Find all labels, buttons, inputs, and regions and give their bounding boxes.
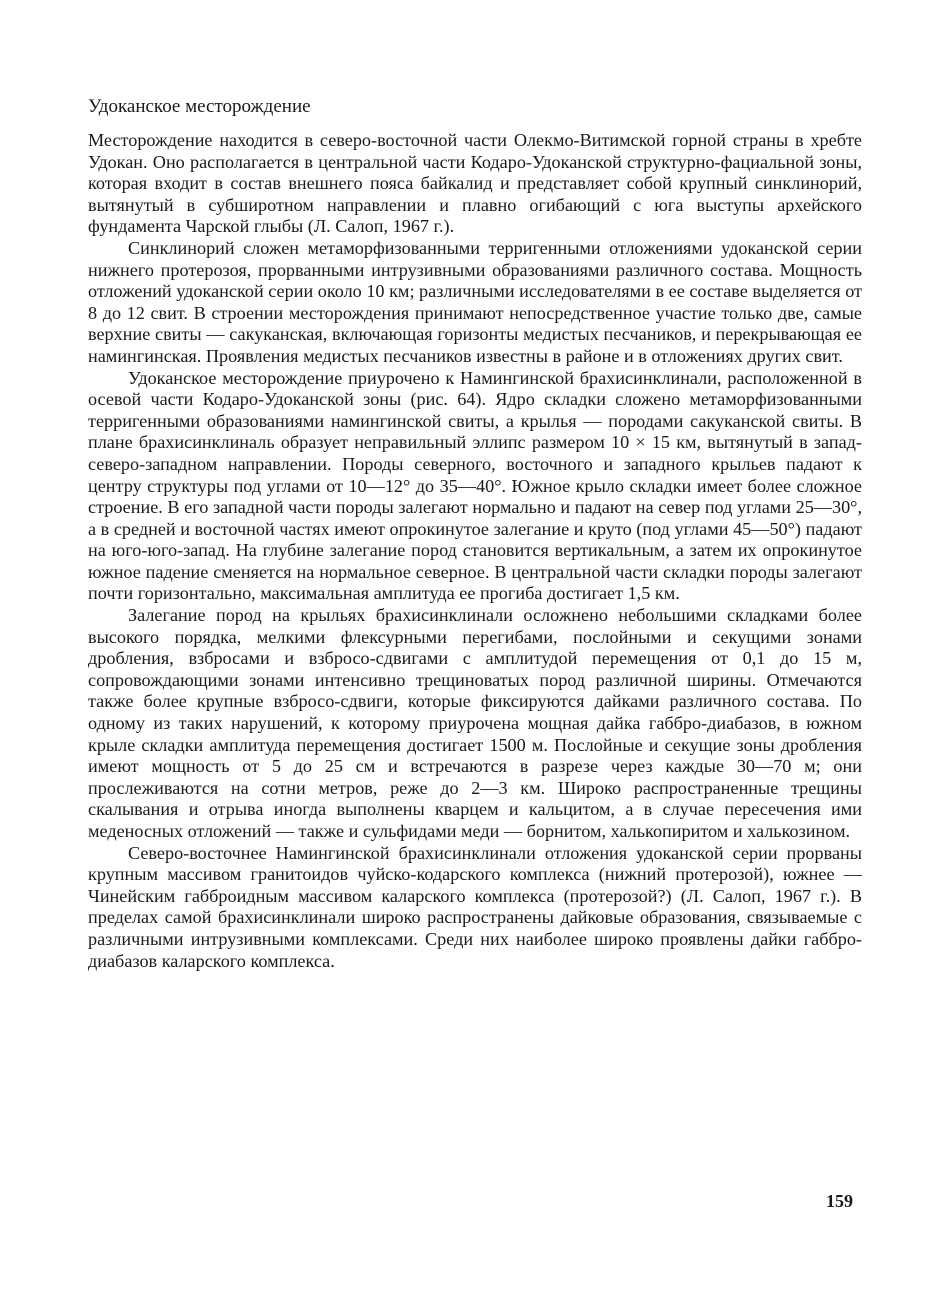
paragraph: Синклинорий сложен метаморфизованными терригенными отложениями удоканской серии нижнего протерозоя, прорванными интрузивными образованиями различного состава. Мощность отложений удоканской серии около 10 км; различными исследователями в ее составе выделяется от 8 до 12 свит. В строении месторождения принимают непосредственное участие только две, самые верхние свиты — сакуканская, включающая горизонты медистых песчаников, и перекрывающая ее намингинская. Проявления медистых песчаников известны в районе и в отложениях других свит. — [88, 237, 862, 366]
page-number: 159 — [826, 1191, 853, 1211]
section-title: Удоканское месторождение — [88, 96, 311, 117]
paragraph: Северо-восточнее Намингинской брахисинклинали отложения удоканской серии прорваны крупным массивом гранитоидов чуйско-кодарского комплекса (нижний протерозой), южнее — Чинейским габброидным массивом каларского комплекса (протерозой?) (Л. Салоп, 1967 г.). В пределах самой брахисинклинали широко распространены дайковые образования, связываемые с различными интрузивными комплексами. Среди них наиболее широко проявлены дайки габбро-диабазов каларского комплекса. — [88, 842, 862, 971]
body-text — [88, 130, 862, 972]
paragraph: Залегание пород на крыльях брахисинклинали осложнено небольшими складками более высокого порядка, мелкими флексурными перегибами, послойными и секущими зонами дробления, взбросами и взбросо-сдвигами с амплитудой перемещения от 0,1 до 15 м, сопровождающими зонами интенсивно трещиноватых пород различной ширины. Отмечаются также более крупные взбросо-сдвиги, которые фиксируются дайками различного состава. По одному из таких нарушений, к которому приурочена мощная дайка габбро-диабазов, в южном крыле складки амплитуда перемещения достигает 1500 м. Послойные и секущие зоны дробления имеют мощность от 5 до 25 см и встречаются в разрезе через каждые 30—70 м; они прослеживаются на сотни метров, реже до 2—3 км. Широко распространенные трещины скалывания и отрыва иногда выполнены кварцем и кальцитом, а в случае пересечения ими меденосных отложений — также и сульфидами меди — борнитом, халькопиритом и халькозином. — [88, 605, 862, 841]
paragraph: Месторождение находится в северо-восточной части Олекмо-Витимской горной страны в хребте Удокан. Оно располагается в центральной части Кодаро-Удоканской структурно-фациальной зоны, которая входит в состав внешнего пояса байкалид и представляет собой крупный синклинорий, вытянутый в субширотном направлении и плавно огибающий с юга выступы архейского фундамента Чарской глыбы (Л. Салоп, 1967 г.). — [88, 130, 862, 237]
page-content — [88, 96, 862, 972]
paragraph: Удоканское месторождение приурочено к Намингинской брахисинклинали, расположенной в осевой части Кодаро-Удоканской зоны (рис. 64). Ядро складки сложено метаморфизованными терригенными образованиями намингинской свиты, а крылья — породами сакуканской свиты. В плане брахисинклиналь образует неправильный эллипс размером 10 × 15 км, вытянутый в запад-северо-западном направлении. Породы северного, восточного и западного крыльев падают к центру структуры под углами от 10—12° до 35—40°. Южное крыло складки имеет более сложное строение. В его западной части породы залегают нормально и падают на север под углами 25—30°, а в средней и восточной частях имеют опрокинутое залегание и круто (под углами 45—50°) падают на юго-юго-запад. На глубине залегание пород становится вертикальным, а затем их опрокинутое южное падение сменяется на нормальное северное. В центральной части складки породы залегают почти горизонтально, максимальная амплитуда ее прогиба достигает 1,5 км. — [88, 367, 862, 604]
